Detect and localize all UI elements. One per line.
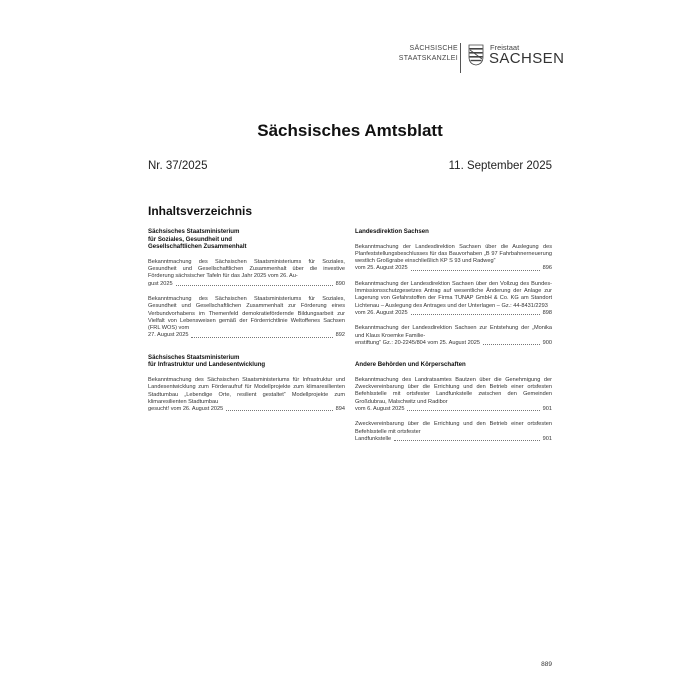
entry-last-line: gust 2025	[148, 280, 173, 287]
publication-title: Sächsisches Amtsblatt	[257, 121, 443, 140]
entry-page-number: 900	[542, 339, 552, 346]
toc-entry[interactable]	[148, 259, 345, 288]
entry-page-number: 892	[335, 332, 345, 339]
staatskanzlei-line2: STAATSKANZLEI	[398, 55, 458, 62]
entry-page-line	[148, 281, 345, 288]
logo-divider	[460, 43, 461, 73]
toc-heading: Inhaltsverzeichnis	[148, 204, 253, 218]
entry-page-number: 896	[542, 265, 552, 272]
entry-last-line: vom 6. August 2025	[355, 405, 405, 412]
toc-entry[interactable]	[355, 377, 552, 413]
section-title-line: für Soziales, Gesundheit und	[148, 235, 232, 243]
sachsen-label: SACHSEN	[489, 50, 565, 67]
toc-entry[interactable]	[355, 244, 552, 273]
entry-page-line	[148, 406, 345, 413]
entry-text: Bekanntmachung des Sächsischen Staatsministeriums für Infrastruktur und Landesentwicklung zum Förderaufruf für Modellprojekte zum klimaresilienten Stadtumbau „Lebendige Orte, resilient gestaltet“ Modellprojekte zum klimaresilienten Stadtumbau	[148, 376, 345, 405]
entry-page-line	[355, 310, 552, 317]
entry-page-line	[355, 340, 552, 347]
entry-page-line	[355, 436, 552, 443]
entry-page-number: 890	[335, 280, 345, 287]
section-title-line: Landesdirektion Sachsen	[355, 228, 429, 235]
toc-entry[interactable]	[355, 421, 552, 443]
entry-text: Bekanntmachung der Landesdirektion Sachsen über den Vollzug des Bundes-Immissionsschutzgesetzes Antrag auf wesentliche Änderung der Anlage zur Lagerung von Gefahrstoffen der Firma TUNAP GmbH & Co. KG am Standort Lichtenau – Auslegung des Antrages und der Unterlagen – Gz.: 44-8431/2293	[355, 280, 552, 309]
toc-entry[interactable]	[355, 281, 552, 317]
entry-page-number: 901	[542, 405, 552, 412]
staatskanzlei-line1: SÄCHSISCHE	[409, 45, 458, 52]
leader-dots	[176, 285, 333, 286]
entry-last-line: vom 26. August 2025	[355, 309, 408, 316]
entry-page-number: 901	[542, 435, 552, 442]
toc-right-column	[355, 228, 552, 451]
toc-entry[interactable]	[148, 296, 345, 340]
entry-page-line	[148, 332, 345, 339]
entry-text: Bekanntmachung des Sächsischen Staatsministeriums für Soziales, Gesundheit und Gesellschaftlichen Zusammenhalt über die investive Förderung sächsischer Tafeln für das Jahr 2025 vom 26. Au-	[148, 258, 345, 280]
entry-text: Bekanntmachung des Sächsischen Staatsministeriums für Soziales, Gesundheit und Gesellschaftlichen Zusammenhalt zur Förderung eines Verbundvorhabens im Themenfeld demokratiefördernde Bildungsarbeit zur Vielfalt von Lebensweisen gemäß der Förderrichtlinie Weltoffenes Sachsen (FRL WOS) vom	[148, 295, 345, 332]
toc-left-column	[148, 228, 345, 421]
section-title-line: Sächsisches Staatsministerium	[148, 353, 240, 361]
leader-dots	[407, 410, 539, 411]
sachsen-logo	[398, 41, 565, 75]
section-title-andere-behoerden	[355, 361, 552, 369]
entry-last-line: gesucht! vom 26. August 2025	[148, 406, 224, 413]
entry-last-line: Landfunkstelle	[355, 435, 392, 442]
entry-page-number: 894	[335, 406, 345, 413]
coat-of-arms-icon	[468, 44, 484, 66]
leader-dots	[411, 314, 540, 315]
entry-last-line: enstiftung“ Gz.: 20-2245/804 vom 25. August 2025	[355, 339, 481, 346]
entry-text: Bekanntmachung der Landesdirektion Sachsen zur Entstehung der „Monika und Klaus Kroemke Familie-	[355, 325, 552, 339]
section-title-line: Andere Behörden und Körperschaften	[355, 361, 466, 369]
toc-entry[interactable]	[355, 325, 552, 347]
leader-dots	[226, 410, 332, 411]
issue-date: 11. September 2025	[448, 160, 552, 172]
section-title-soziales	[148, 228, 345, 251]
entry-last-line: vom 25. August 2025	[355, 265, 408, 272]
entry-text: Bekanntmachung des Landratsamtes Bautzen über die Genehmigung der Zweckvereinbarung über die Errichtung und den Betrieb einer ortsfesten Befehlsstelle mit ortsfester Landfunkstelle zwischen den Gemeinden Großdubrau, Malschwitz und Radibor	[355, 376, 552, 405]
entry-text: Zweckvereinbarung über die Errichtung und den Betrieb einer ortsfesten Befehlsstelle mit ortsfester	[355, 421, 552, 435]
section-title-infrastruktur	[148, 354, 345, 369]
leader-dots	[394, 440, 540, 441]
page-number: 889	[541, 661, 552, 668]
entry-text: Bekanntmachung der Landesdirektion Sachsen über die Auslegung des Planfeststellungsbeschlusses für das Bauvorhaben „B 97 Fahrbahnerneuerung westlich Großgrabe einschließlich KP S 93 und Radweg“	[355, 243, 552, 265]
section-title-line: Gesellschaftlichen Zusammenhalt	[148, 243, 247, 251]
toc-entry[interactable]	[148, 377, 345, 413]
entry-page-line	[355, 265, 552, 272]
issue-number: Nr. 37/2025	[148, 160, 208, 172]
staatskanzlei-label	[399, 44, 458, 64]
entry-page-number: 898	[542, 309, 552, 316]
section-title-line: für Infrastruktur und Landesentwicklung	[148, 361, 266, 369]
leader-dots	[411, 270, 540, 271]
entry-last-line: 27. August 2025	[148, 332, 189, 339]
freistaat-label: Freistaat	[490, 43, 520, 52]
leader-dots	[483, 344, 540, 345]
entry-page-line	[355, 406, 552, 413]
leader-dots	[191, 337, 332, 338]
section-title-line: Sächsisches Staatsministerium	[148, 228, 240, 235]
section-title-landesdirektion	[355, 228, 552, 236]
